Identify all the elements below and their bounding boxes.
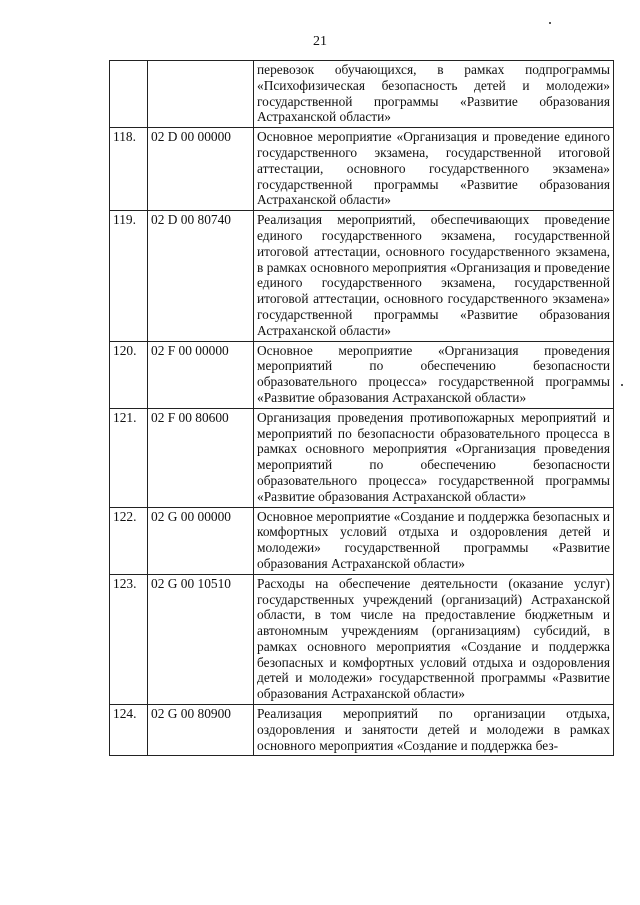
budget-classification-table [109, 60, 614, 756]
page-number: 21 [313, 34, 327, 49]
table-row [110, 211, 614, 341]
row-number: 123. [110, 574, 148, 704]
classification-code: 02 F 00 80600 [148, 408, 254, 507]
item-description: Основное мероприятие «Организация проведения мероприятий по обеспечению безопасности образовательного процесса» государственной программы «Развитие образования Астраханской области» [254, 341, 614, 408]
classification-code: 02 G 00 00000 [148, 507, 254, 574]
row-number: 124. [110, 705, 148, 756]
item-description: Организация проведения противопожарных мероприятий и мероприятий по безопасности образовательного процесса в рамках основного мероприятия «Организация проведения мероприятий по обеспечению безопасности образовательного процесса» государственной программы «Развитие образования Астраханской области» [254, 408, 614, 507]
item-description: перевозок обучающихся, в рамках подпрограммы «Психофизическая безопасность детей и молодежи» государственной программы «Развитие образования Астраханской области» [254, 61, 614, 128]
item-description: Расходы на обеспечение деятельности (оказание услуг) государственных учреждений (организаций) Астраханской области, в том числе на предоставление бюджетным и автономным учреждениям (организациям) субсидий, в рамках основного мероприятия «Создание и поддержка безопасных и комфортных условий отдыха и оздоровления детей и молодежи» государственной программы «Развитие образования Астраханской области» [254, 574, 614, 704]
table-row [110, 128, 614, 211]
table-body [110, 61, 614, 756]
classification-code: 02 G 00 80900 [148, 705, 254, 756]
table-row [110, 507, 614, 574]
table-row [110, 341, 614, 408]
classification-code: 02 D 00 80740 [148, 211, 254, 341]
row-number: 120. [110, 341, 148, 408]
table-row [110, 61, 614, 128]
classification-code: 02 D 00 00000 [148, 128, 254, 211]
scan-speck [549, 22, 551, 24]
table-row [110, 705, 614, 756]
classification-code: 02 G 00 10510 [148, 574, 254, 704]
table-row [110, 408, 614, 507]
row-number: 122. [110, 507, 148, 574]
table-row [110, 574, 614, 704]
item-description: Реализация мероприятий по организации отдыха, оздоровления и занятости детей и молодежи в рамках основного мероприятия «Создание и поддержка без- [254, 705, 614, 756]
classification-code: 02 F 00 00000 [148, 341, 254, 408]
item-description: Основное мероприятие «Организация и проведение единого государственного экзамена, государственной итоговой аттестации, основного государственного экзамена» государственной программы «Развитие образования Астраханской области» [254, 128, 614, 211]
row-number: 119. [110, 211, 148, 341]
item-description: Основное мероприятие «Создание и поддержка безопасных и комфортных условий отдыха и оздоровления детей и молодежи» государственной программы «Развитие образования Астраханской области» [254, 507, 614, 574]
row-number: 121. [110, 408, 148, 507]
item-description: Реализация мероприятий, обеспечивающих проведение единого государственного экзамена, государственной итоговой аттестации, основного государственного экзамена, в рамках основного мероприятия «Организация и проведение единого государственного экзамена, государственной итоговой аттестации, основного государственного экзамена» государственной программы «Развитие образования Астраханской области» [254, 211, 614, 341]
scan-speck [621, 384, 623, 386]
row-number: 118. [110, 128, 148, 211]
row-number [110, 61, 148, 128]
classification-code [148, 61, 254, 128]
